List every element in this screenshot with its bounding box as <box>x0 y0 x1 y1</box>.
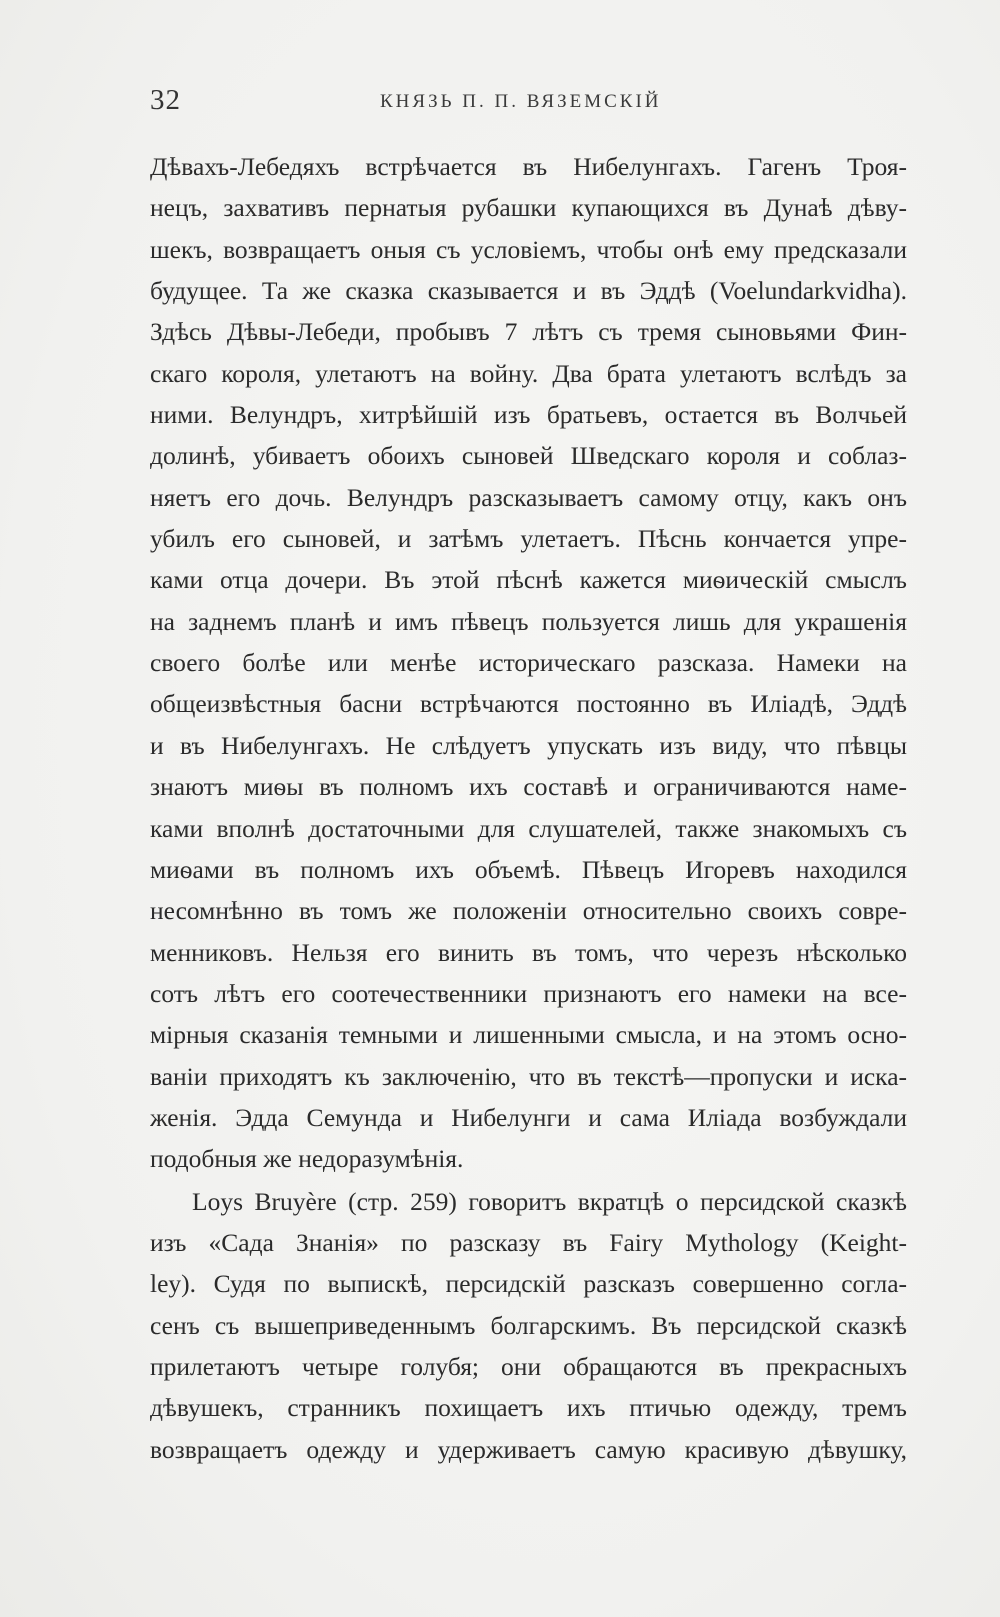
text-line: ками вполнѣ достаточными для слушателей, также знакомыхъ съ <box>150 813 907 843</box>
text-line: сотъ лѣтъ его соотечественники признаютъ его намеки на все- <box>150 978 907 1008</box>
text-line: знаютъ миѳы въ полномъ ихъ составѣ и ограничиваются наме- <box>150 772 907 802</box>
text-line: несомнѣнно въ томъ же положеніи относительно своихъ совре- <box>150 896 907 926</box>
text-line: ками отца дочери. Въ этой пѣснѣ кажется миѳическій смыслъ <box>150 565 907 595</box>
text-line: дѣвушекъ, странникъ похищаетъ ихъ птичью одежду, тремъ <box>150 1393 907 1423</box>
text-line: мірныя сказанія темными и лишенными смысла, и на этомъ осно- <box>150 1020 907 1050</box>
text-line: своего болѣе или менѣе историческаго разсказа. Намеки на <box>150 648 907 678</box>
text-line: сенъ съ вышеприведеннымъ болгарскимъ. Въ персидской сказкѣ <box>150 1310 907 1340</box>
text-line: Дѣвахъ-Лебедяхъ встрѣчается въ Нибелунгахъ. Гагенъ Троя- <box>150 152 907 181</box>
text-line: долинѣ, убиваетъ обоихъ сыновей Шведскаго короля и соблаз- <box>150 441 907 471</box>
page-header <box>150 84 907 128</box>
text-line: скаго короля, улетаютъ на войну. Два брата улетаютъ вслѣдъ за <box>150 358 907 388</box>
text-line: возвращаетъ одежду и удерживаетъ самую красивую дѣвушку, <box>150 1434 907 1464</box>
text-line: женія. Эдда Семунда и Нибелунги и сама Иліада возбуждали <box>150 1102 907 1132</box>
paragraph-1 <box>150 146 907 1180</box>
text-line: ваніи приходятъ къ заключенію, что въ текстѣ—пропуски и иска- <box>150 1061 907 1091</box>
text-line: общеизвѣстныя басни встрѣчаются постоянно въ Иліадѣ, Эддѣ <box>150 689 907 719</box>
text-line: будущее. Та же сказка сказывается и въ Эддѣ (Voelundarkvidha). <box>150 276 907 306</box>
text-line: прилетаютъ четыре голубя; они обращаются въ прекрасныхъ <box>150 1351 907 1381</box>
running-head: КНЯЗЬ П. П. ВЯЗЕМСКІЙ <box>380 91 662 112</box>
text-line: убилъ его сыновей, и затѣмъ улетаетъ. Пѣснь кончается упре- <box>150 524 907 554</box>
text-line: подобныя же недоразумѣнія. <box>150 1144 464 1174</box>
text-line: на заднемъ планѣ и имъ пѣвецъ пользуется лишь для украшенія <box>150 606 907 636</box>
page-number: 32 <box>150 84 181 116</box>
text-line: Loys Bruyère (стр. 259) говоритъ вкратцѣ о персидской сказкѣ <box>192 1186 907 1216</box>
text-line: нецъ, захвативъ пернатыя рубашки купающихся въ Дунаѣ дѣву- <box>150 193 907 223</box>
text-line: менниковъ. Нельзя его винить въ томъ, что черезъ нѣсколько <box>150 937 907 967</box>
text-line: шекъ, возвращаетъ оныя съ условіемъ, чтобы онѣ ему предсказали <box>150 234 907 264</box>
text-line: ley). Судя по выпискѣ, персидскій разсказъ совершенно согла- <box>150 1269 907 1299</box>
text-line: и въ Нибелунгахъ. Не слѣдуетъ упускать изъ виду, что пѣвцы <box>150 730 907 760</box>
paragraph-2 <box>150 1181 907 1470</box>
text-line: изъ «Сада Знанія» по разсказу въ Fairy Mythology (Keight- <box>150 1227 907 1257</box>
text-line: миѳами въ полномъ ихъ объемѣ. Пѣвецъ Игоревъ находился <box>150 854 907 884</box>
text-line: Здѣсь Дѣвы-Лебеди, пробывъ 7 лѣтъ съ тремя сыновьями Фин- <box>150 317 907 347</box>
body-text <box>150 146 907 1470</box>
text-line: ними. Велундръ, хитрѣйшій изъ братьевъ, остается въ Волчьей <box>150 400 907 430</box>
text-line: няетъ его дочь. Велундръ разсказываетъ самому отцу, какъ онъ <box>150 482 907 512</box>
